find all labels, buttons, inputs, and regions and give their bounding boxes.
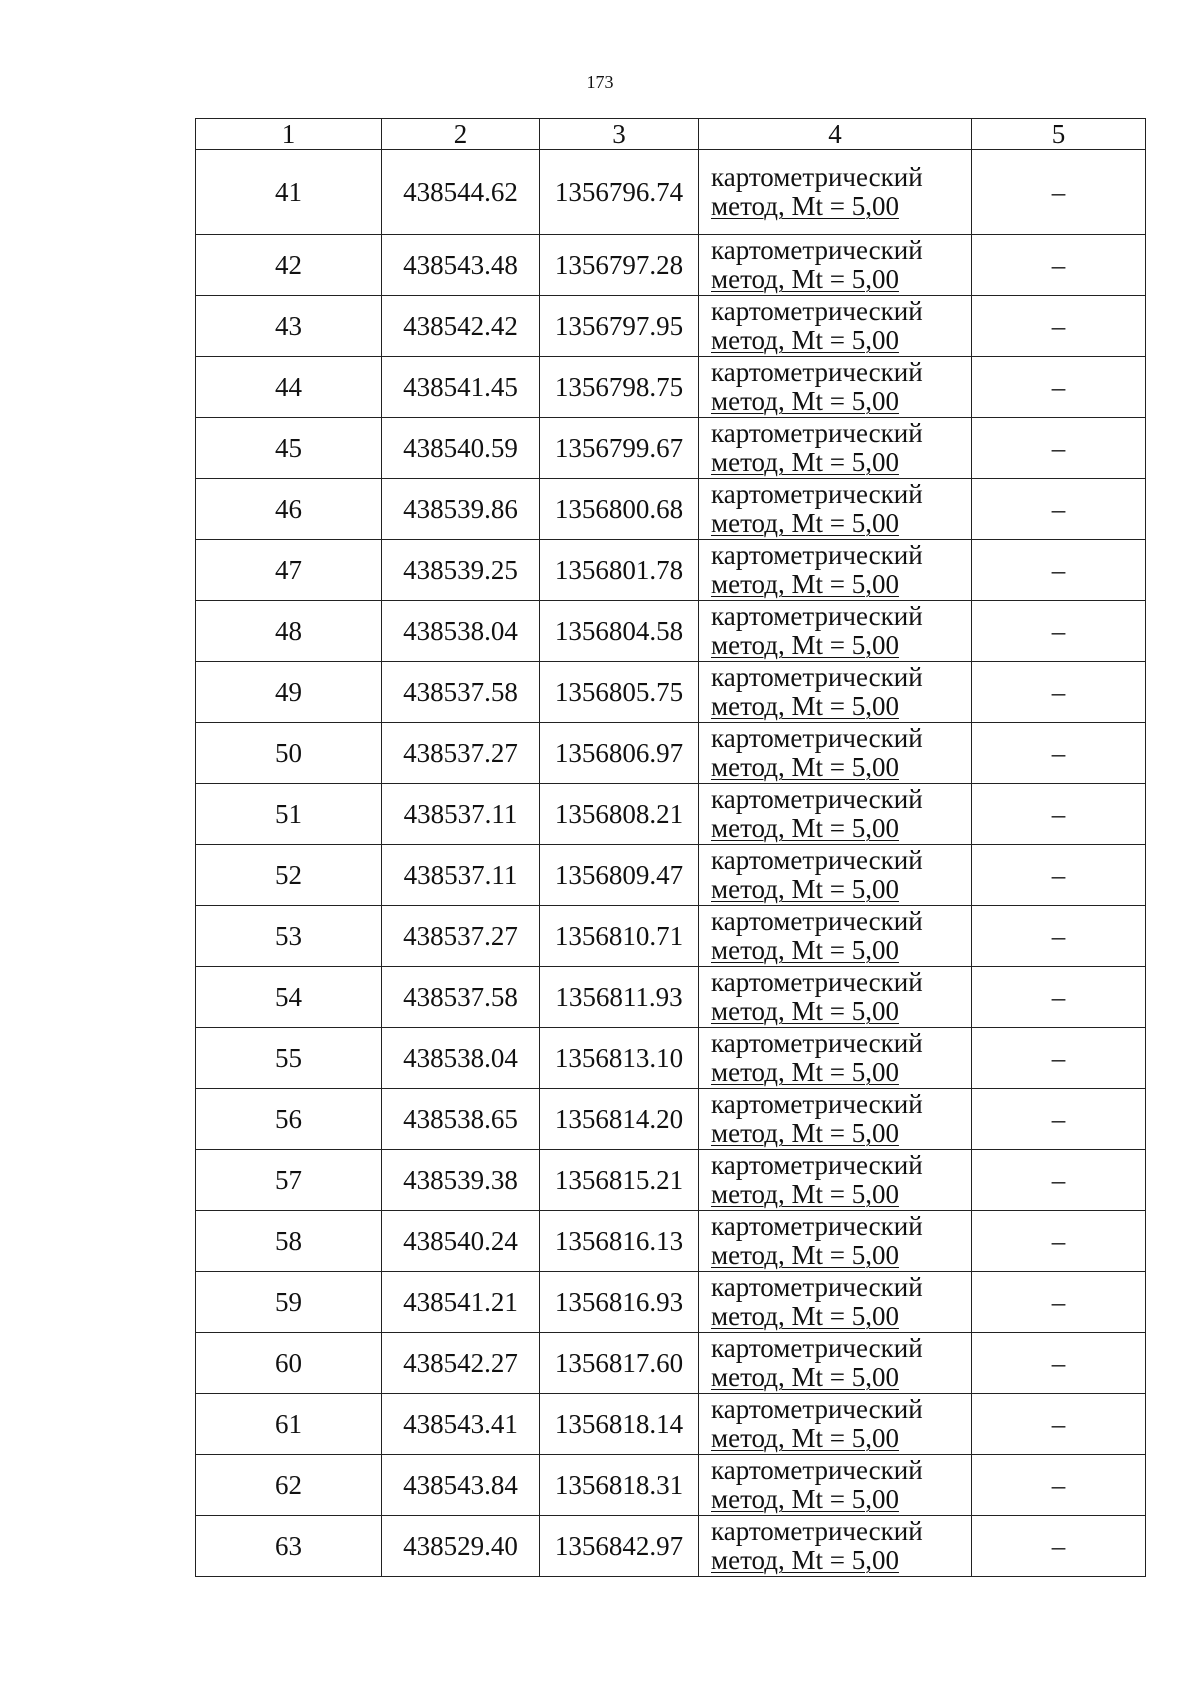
x-coordinate-cell: 438538.04 <box>382 601 540 662</box>
x-coordinate-cell: 438540.59 <box>382 418 540 479</box>
method-line-1: картометрический <box>711 1028 923 1058</box>
point-number-cell: 62 <box>196 1455 382 1516</box>
note-cell: – <box>972 784 1146 845</box>
note-cell: – <box>972 1333 1146 1394</box>
table-row <box>196 1516 1146 1577</box>
point-number-cell: 48 <box>196 601 382 662</box>
method-line-1: картометрический <box>711 162 923 192</box>
table-row <box>196 662 1146 723</box>
point-number-cell: 53 <box>196 906 382 967</box>
x-coordinate-cell: 438540.24 <box>382 1211 540 1272</box>
method-line-2: метод, Mt = 5,00 <box>711 630 899 660</box>
point-number-cell: 52 <box>196 845 382 906</box>
x-coordinate-cell: 438543.84 <box>382 1455 540 1516</box>
method-cell <box>699 1333 972 1394</box>
y-coordinate-cell: 1356811.93 <box>540 967 699 1028</box>
y-coordinate-cell: 1356842.97 <box>540 1516 699 1577</box>
table-row <box>196 723 1146 784</box>
y-coordinate-cell: 1356798.75 <box>540 357 699 418</box>
point-number-cell: 43 <box>196 296 382 357</box>
x-coordinate-cell: 438539.25 <box>382 540 540 601</box>
note-cell: – <box>972 1150 1146 1211</box>
table-row <box>196 1089 1146 1150</box>
method-line-1: картометрический <box>711 1150 923 1180</box>
y-coordinate-cell: 1356805.75 <box>540 662 699 723</box>
table-row <box>196 967 1146 1028</box>
y-coordinate-cell: 1356806.97 <box>540 723 699 784</box>
method-line-1: картометрический <box>711 723 923 753</box>
table-row <box>196 1272 1146 1333</box>
point-number-cell: 55 <box>196 1028 382 1089</box>
method-line-1: картометрический <box>711 1333 923 1363</box>
table-row <box>196 296 1146 357</box>
note-cell: – <box>972 540 1146 601</box>
method-line-1: картометрический <box>711 296 923 326</box>
method-line-2: метод, Mt = 5,00 <box>711 1423 899 1453</box>
y-coordinate-cell: 1356799.67 <box>540 418 699 479</box>
method-line-1: картометрический <box>711 1272 923 1302</box>
table-row <box>196 1150 1146 1211</box>
method-line-1: картометрический <box>711 845 923 875</box>
method-line-2: метод, Mt = 5,00 <box>711 386 899 416</box>
point-number-cell: 46 <box>196 479 382 540</box>
method-cell <box>699 784 972 845</box>
y-coordinate-cell: 1356817.60 <box>540 1333 699 1394</box>
y-coordinate-cell: 1356810.71 <box>540 906 699 967</box>
y-coordinate-cell: 1356800.68 <box>540 479 699 540</box>
point-number-cell: 44 <box>196 357 382 418</box>
point-number-cell: 61 <box>196 1394 382 1455</box>
table-row <box>196 479 1146 540</box>
method-line-2: метод, Mt = 5,00 <box>711 191 899 221</box>
table-row <box>196 150 1146 235</box>
method-line-1: картометрический <box>711 1516 923 1546</box>
y-coordinate-cell: 1356796.74 <box>540 150 699 235</box>
column-header: 2 <box>382 119 540 150</box>
coordinates-table <box>195 118 1146 1577</box>
method-line-2: метод, Mt = 5,00 <box>711 1545 899 1575</box>
method-cell <box>699 662 972 723</box>
point-number-cell: 51 <box>196 784 382 845</box>
y-coordinate-cell: 1356813.10 <box>540 1028 699 1089</box>
x-coordinate-cell: 438542.27 <box>382 1333 540 1394</box>
method-cell <box>699 418 972 479</box>
x-coordinate-cell: 438542.42 <box>382 296 540 357</box>
x-coordinate-cell: 438538.65 <box>382 1089 540 1150</box>
x-coordinate-cell: 438543.41 <box>382 1394 540 1455</box>
x-coordinate-cell: 438539.38 <box>382 1150 540 1211</box>
method-cell <box>699 540 972 601</box>
method-line-2: метод, Mt = 5,00 <box>711 874 899 904</box>
y-coordinate-cell: 1356818.31 <box>540 1455 699 1516</box>
method-cell <box>699 1028 972 1089</box>
method-line-1: картометрический <box>711 662 923 692</box>
method-line-1: картометрический <box>711 1089 923 1119</box>
method-line-2: метод, Mt = 5,00 <box>711 569 899 599</box>
note-cell: – <box>972 1089 1146 1150</box>
method-cell <box>699 357 972 418</box>
table-row <box>196 845 1146 906</box>
method-line-2: метод, Mt = 5,00 <box>711 935 899 965</box>
note-cell: – <box>972 1211 1146 1272</box>
y-coordinate-cell: 1356797.95 <box>540 296 699 357</box>
point-number-cell: 56 <box>196 1089 382 1150</box>
x-coordinate-cell: 438537.27 <box>382 906 540 967</box>
method-line-2: метод, Mt = 5,00 <box>711 447 899 477</box>
y-coordinate-cell: 1356816.93 <box>540 1272 699 1333</box>
table-row <box>196 906 1146 967</box>
note-cell: – <box>972 357 1146 418</box>
y-coordinate-cell: 1356816.13 <box>540 1211 699 1272</box>
table-row <box>196 1455 1146 1516</box>
column-header: 3 <box>540 119 699 150</box>
point-number-cell: 45 <box>196 418 382 479</box>
method-line-2: метод, Mt = 5,00 <box>711 813 899 843</box>
method-cell <box>699 150 972 235</box>
method-line-2: метод, Mt = 5,00 <box>711 1118 899 1148</box>
point-number-cell: 58 <box>196 1211 382 1272</box>
method-cell <box>699 1455 972 1516</box>
point-number-cell: 42 <box>196 235 382 296</box>
x-coordinate-cell: 438543.48 <box>382 235 540 296</box>
x-coordinate-cell: 438537.58 <box>382 967 540 1028</box>
method-line-1: картометрический <box>711 906 923 936</box>
x-coordinate-cell: 438539.86 <box>382 479 540 540</box>
note-cell: – <box>972 1455 1146 1516</box>
x-coordinate-cell: 438541.45 <box>382 357 540 418</box>
y-coordinate-cell: 1356815.21 <box>540 1150 699 1211</box>
note-cell: – <box>972 723 1146 784</box>
method-cell <box>699 1089 972 1150</box>
y-coordinate-cell: 1356818.14 <box>540 1394 699 1455</box>
point-number-cell: 60 <box>196 1333 382 1394</box>
y-coordinate-cell: 1356808.21 <box>540 784 699 845</box>
method-line-1: картометрический <box>711 601 923 631</box>
table-row <box>196 418 1146 479</box>
note-cell: – <box>972 150 1146 235</box>
method-line-2: метод, Mt = 5,00 <box>711 752 899 782</box>
method-line-1: картометрический <box>711 967 923 997</box>
column-header: 4 <box>699 119 972 150</box>
note-cell: – <box>972 967 1146 1028</box>
table-row <box>196 1394 1146 1455</box>
table-body <box>196 150 1146 1577</box>
point-number-cell: 47 <box>196 540 382 601</box>
x-coordinate-cell: 438537.11 <box>382 845 540 906</box>
method-cell <box>699 1516 972 1577</box>
method-line-2: метод, Mt = 5,00 <box>711 691 899 721</box>
note-cell: – <box>972 1394 1146 1455</box>
point-number-cell: 41 <box>196 150 382 235</box>
method-cell <box>699 1150 972 1211</box>
method-cell <box>699 235 972 296</box>
method-cell <box>699 479 972 540</box>
table-row <box>196 784 1146 845</box>
note-cell: – <box>972 418 1146 479</box>
method-line-2: метод, Mt = 5,00 <box>711 1301 899 1331</box>
y-coordinate-cell: 1356801.78 <box>540 540 699 601</box>
method-line-1: картометрический <box>711 1455 923 1485</box>
point-number-cell: 63 <box>196 1516 382 1577</box>
method-line-1: картометрический <box>711 235 923 265</box>
x-coordinate-cell: 438541.21 <box>382 1272 540 1333</box>
x-coordinate-cell: 438538.04 <box>382 1028 540 1089</box>
point-number-cell: 54 <box>196 967 382 1028</box>
method-cell <box>699 1394 972 1455</box>
header-row <box>196 119 1146 150</box>
table-row <box>196 1333 1146 1394</box>
note-cell: – <box>972 1516 1146 1577</box>
method-line-2: метод, Mt = 5,00 <box>711 1484 899 1514</box>
method-line-2: метод, Mt = 5,00 <box>711 325 899 355</box>
method-cell <box>699 906 972 967</box>
method-line-2: метод, Mt = 5,00 <box>711 1362 899 1392</box>
x-coordinate-cell: 438529.40 <box>382 1516 540 1577</box>
note-cell: – <box>972 296 1146 357</box>
point-number-cell: 49 <box>196 662 382 723</box>
table-row <box>196 1211 1146 1272</box>
method-line-2: метод, Mt = 5,00 <box>711 508 899 538</box>
method-line-2: метод, Mt = 5,00 <box>711 996 899 1026</box>
note-cell: – <box>972 479 1146 540</box>
method-line-2: метод, Mt = 5,00 <box>711 1179 899 1209</box>
method-line-1: картометрический <box>711 479 923 509</box>
point-number-cell: 57 <box>196 1150 382 1211</box>
y-coordinate-cell: 1356809.47 <box>540 845 699 906</box>
method-line-1: картометрический <box>711 357 923 387</box>
method-cell <box>699 1272 972 1333</box>
method-line-1: картометрический <box>711 784 923 814</box>
x-coordinate-cell: 438537.58 <box>382 662 540 723</box>
page-number: 173 <box>586 72 614 92</box>
method-cell <box>699 723 972 784</box>
table-row <box>196 235 1146 296</box>
column-header: 5 <box>972 119 1146 150</box>
y-coordinate-cell: 1356797.28 <box>540 235 699 296</box>
point-number-cell: 50 <box>196 723 382 784</box>
y-coordinate-cell: 1356804.58 <box>540 601 699 662</box>
method-cell <box>699 1211 972 1272</box>
x-coordinate-cell: 438537.27 <box>382 723 540 784</box>
x-coordinate-cell: 438537.11 <box>382 784 540 845</box>
method-line-1: картометрический <box>711 1394 923 1424</box>
table-row <box>196 540 1146 601</box>
method-line-1: картометрический <box>711 418 923 448</box>
note-cell: – <box>972 906 1146 967</box>
note-cell: – <box>972 1028 1146 1089</box>
method-line-1: картометрический <box>711 540 923 570</box>
note-cell: – <box>972 662 1146 723</box>
table-row <box>196 357 1146 418</box>
method-line-2: метод, Mt = 5,00 <box>711 1240 899 1270</box>
method-cell <box>699 601 972 662</box>
note-cell: – <box>972 601 1146 662</box>
method-cell <box>699 296 972 357</box>
method-cell <box>699 967 972 1028</box>
column-header: 1 <box>196 119 382 150</box>
method-line-2: метод, Mt = 5,00 <box>711 1057 899 1087</box>
point-number-cell: 59 <box>196 1272 382 1333</box>
table-row <box>196 1028 1146 1089</box>
table-row <box>196 601 1146 662</box>
x-coordinate-cell: 438544.62 <box>382 150 540 235</box>
method-cell <box>699 845 972 906</box>
y-coordinate-cell: 1356814.20 <box>540 1089 699 1150</box>
note-cell: – <box>972 845 1146 906</box>
method-line-1: картометрический <box>711 1211 923 1241</box>
table-header <box>196 119 1146 150</box>
note-cell: – <box>972 235 1146 296</box>
note-cell: – <box>972 1272 1146 1333</box>
method-line-2: метод, Mt = 5,00 <box>711 264 899 294</box>
